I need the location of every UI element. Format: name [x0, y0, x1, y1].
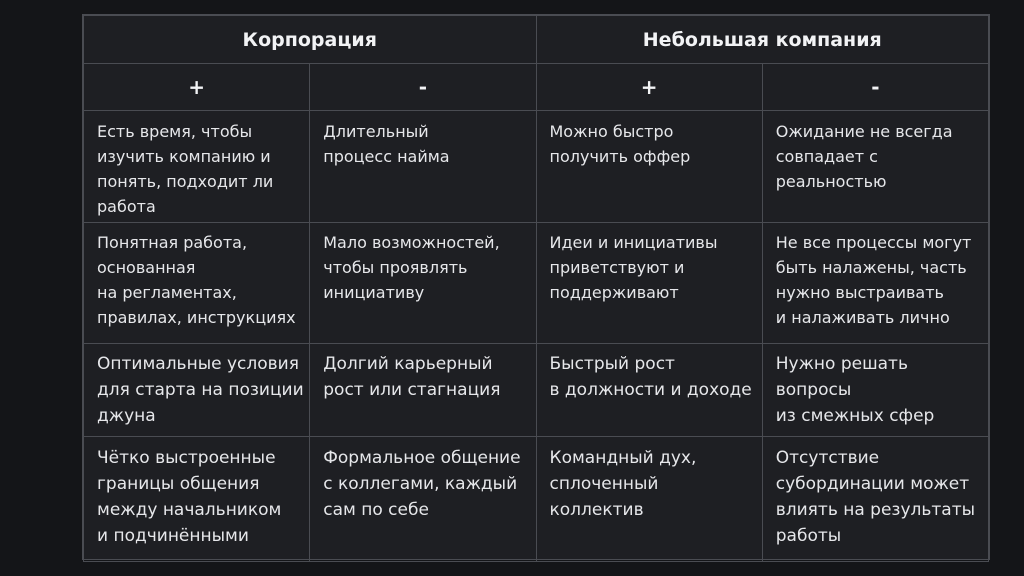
table-cell — [84, 111, 310, 223]
cell-line: Есть время, чтобы — [97, 122, 253, 141]
plus-header-small-company: + — [536, 64, 762, 111]
cell-line: Отсутствие — [775, 448, 880, 468]
minus-header-corporation: - — [310, 64, 536, 111]
cell-line: работа — [97, 197, 156, 216]
cell-line: коллектив — [549, 500, 644, 520]
cell-line: чтобы проявлять — [323, 258, 468, 277]
cell-line: Ожидание не всегда — [775, 122, 953, 141]
cell-line: на регламентах, — [97, 283, 237, 302]
sign-header-row — [84, 64, 989, 111]
group-header-small-company: Небольшая компания — [536, 16, 989, 64]
table-cell — [310, 344, 536, 437]
cell-line: процесс найма — [323, 147, 450, 166]
cell-line: Мало возможностей, — [323, 233, 500, 252]
cell-line: для старта на позиции — [97, 380, 304, 400]
cell-line: сплоченный — [549, 474, 659, 494]
cell-line: сам по себе — [323, 500, 429, 520]
cell-line: работы — [775, 526, 842, 546]
cell-line: влиять на результаты — [775, 500, 976, 520]
cell-line: Можно быстро — [549, 122, 674, 141]
table-cell — [536, 344, 762, 437]
cell-line: понять, подходит ли — [97, 172, 274, 191]
cell-line: и подчинёнными — [97, 526, 249, 546]
cell-line: Чётко выстроенные — [97, 448, 276, 468]
cell-line: между начальником — [97, 500, 282, 520]
cell-line: Идеи и инициативы — [549, 233, 718, 252]
cell-line: вопросы — [775, 380, 852, 400]
cell-line: Не все процессы могут — [775, 233, 972, 252]
cell-line: получить оффер — [549, 147, 691, 166]
table-cell — [762, 344, 988, 437]
table-cell — [762, 223, 988, 344]
cell-line: Оптимальные условия — [97, 354, 299, 374]
cell-line: рост или стагнация — [323, 380, 501, 400]
table-row — [84, 111, 989, 223]
cell-line: поддерживают — [549, 283, 679, 302]
table-cell — [310, 111, 536, 223]
cell-line: инициативу — [323, 283, 425, 302]
cell-line: Понятная работа, — [97, 233, 248, 252]
cell-line: реальностью — [775, 172, 887, 191]
table-cell — [762, 437, 988, 562]
table-cell — [84, 437, 310, 562]
table-cell — [310, 223, 536, 344]
cell-line: изучить компанию и — [97, 147, 271, 166]
table-row — [84, 344, 989, 437]
cell-line: в должности и доходе — [549, 380, 752, 400]
table-cell — [84, 223, 310, 344]
cell-line: Длительный — [323, 122, 429, 141]
cell-line: приветствуют и — [549, 258, 685, 277]
cell-line: и налаживать лично — [775, 308, 950, 327]
table-cell — [84, 344, 310, 437]
cell-line: правилах, инструкциях — [97, 308, 296, 327]
plus-header-corporation: + — [84, 64, 310, 111]
cell-line: совпадает с — [775, 147, 878, 166]
cell-line: джуна — [97, 406, 156, 426]
comparison-table — [83, 15, 989, 562]
table-row — [84, 437, 989, 562]
cell-line: Нужно решать — [775, 354, 908, 374]
cell-line: основанная — [97, 258, 196, 277]
table-cell — [536, 223, 762, 344]
cell-line: Командный дух, — [549, 448, 697, 468]
cell-line: с коллегами, каждый — [323, 474, 518, 494]
cell-line: Формальное общение — [323, 448, 521, 468]
cell-line: из смежных сфер — [775, 406, 935, 426]
table-row — [84, 223, 989, 344]
group-header-corporation: Корпорация — [84, 16, 537, 64]
table-cell — [536, 111, 762, 223]
cell-line: нужно выстраивать — [775, 283, 944, 302]
table-cell — [762, 111, 988, 223]
cell-line: Долгий карьерный — [323, 354, 493, 374]
cell-line: Быстрый рост — [549, 354, 675, 374]
table-cell — [310, 437, 536, 562]
cell-line: субординации может — [775, 474, 970, 494]
cell-line: быть налажены, часть — [775, 258, 967, 277]
cell-line: границы общения — [97, 474, 260, 494]
minus-header-small-company: - — [762, 64, 988, 111]
group-header-row — [84, 16, 989, 64]
table-cell — [536, 437, 762, 562]
comparison-table-container — [82, 14, 990, 560]
